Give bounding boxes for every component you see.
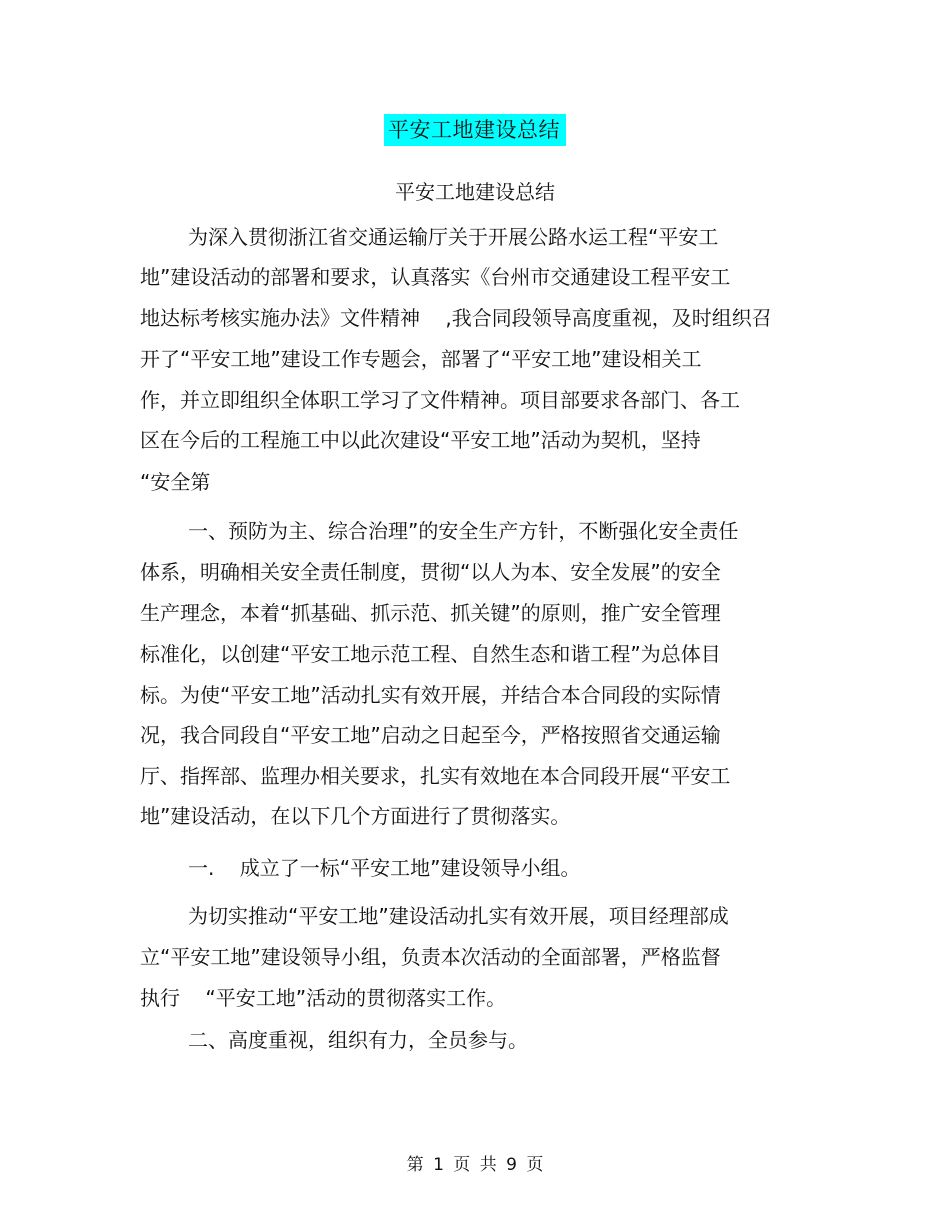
paragraph-line: 作，并立即组织全体职工学习了文件精神。项目部要求各部门、各工 <box>140 388 740 412</box>
paragraph-line: 开了“平安工地”建设工作专题会，部署了“平安工地”建设相关工 <box>140 347 702 371</box>
paragraph-line: 为深入贯彻浙江省交通运输厅关于开展公路水运工程“平安工 <box>188 225 719 249</box>
paragraph-line: 为切实推动“平安工地”建设活动扎实有效开展，项目经理部成 <box>188 904 729 928</box>
paragraph-line: 地”建设活动，在以下几个方面进行了贯彻落实。 <box>140 804 571 828</box>
paragraph-line: 厅、指挥部、监理办相关要求，扎实有效地在本合同段开展“平安工 <box>140 764 731 788</box>
paragraph-line: 标准化，以创建“平安工地示范工程、自然生态和谐工程”为总体目 <box>140 642 721 666</box>
paragraph-line: 况，我合同段自“平安工地”启动之日起至今，严格按照省交通运输 <box>140 723 721 747</box>
page-footer: 第 1 页 共 9 页 <box>406 1155 544 1175</box>
document-title-wrapper <box>0 114 950 146</box>
paragraph-line: 一、预防为主、综合治理”的安全生产方针，不断强化安全责任 <box>188 519 739 543</box>
section-heading: 一. 成立了一标“平安工地”建设领导小组。 <box>188 856 581 880</box>
paragraph-line: 地”建设活动的部署和要求，认真落实《台州市交通建设工程平安工 <box>140 265 731 289</box>
paragraph-line: 地达标考核实施办法》文件精神 ,我合同段领导高度重视，及时组织召 <box>140 306 772 330</box>
paragraph-line: 立“平安工地”建设领导小组，负责本次活动的全面部署，严格监督 <box>140 945 721 969</box>
paragraph-line: 生产理念，本着“抓基础、抓示范、抓关键”的原则，推广安全管理 <box>140 601 721 625</box>
paragraph-line: 体系，明确相关安全责任制度，贯彻“以人为本、安全发展”的安全 <box>140 560 721 584</box>
document-subtitle: 平安工地建设总结 <box>395 180 555 204</box>
paragraph-line: 执行 “平安工地”活动的贯彻落实工作。 <box>140 986 507 1010</box>
paragraph-line: 标。为使“平安工地”活动扎实有效开展，并结合本合同段的实际情 <box>140 683 721 707</box>
paragraph-line: “安全第 <box>140 470 211 494</box>
document-title: 平安工地建设总结 <box>384 114 566 146</box>
paragraph-line: 区在今后的工程施工中以此次建设“平安工地”活动为契机，坚持 <box>140 428 701 452</box>
section-heading: 二、高度重视，组织有力，全员参与。 <box>188 1028 528 1052</box>
